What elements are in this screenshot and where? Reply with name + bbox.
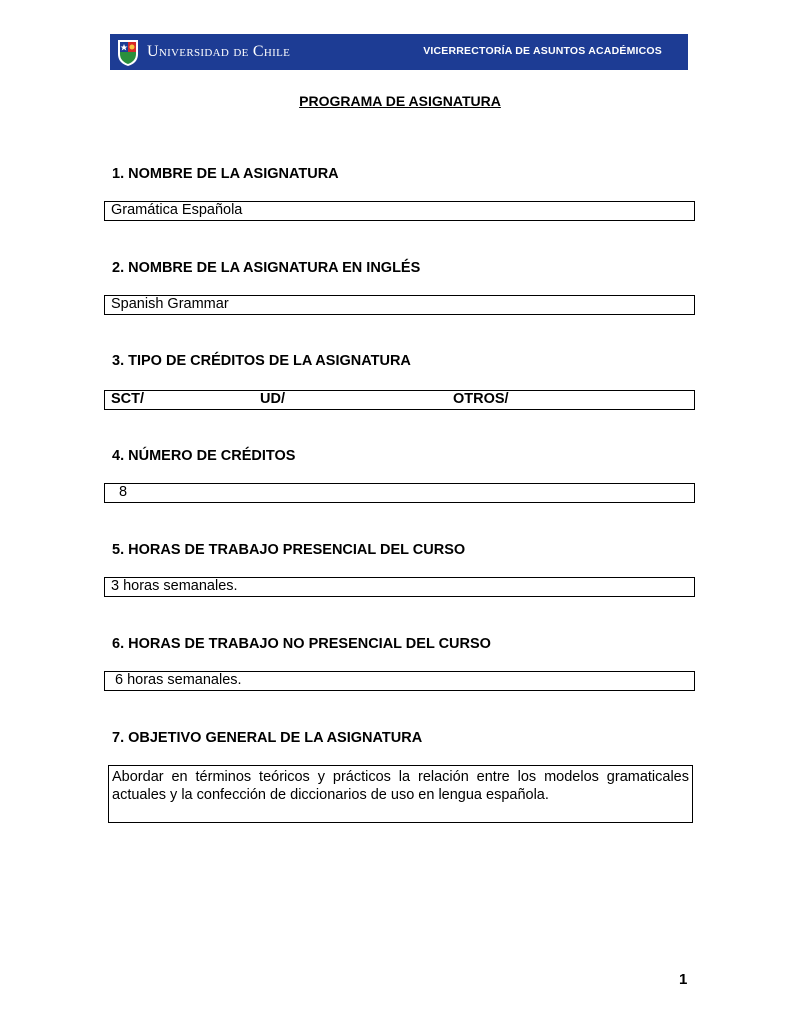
- header-banner: [110, 34, 688, 70]
- university-crest-icon: [115, 37, 141, 67]
- document-title: PROGRAMA DE ASIGNATURA: [299, 93, 501, 109]
- presential-hours-field: 3 horas semanales.: [104, 577, 695, 597]
- ud-label: UD/: [260, 391, 285, 407]
- sct-label: SCT/: [111, 391, 145, 407]
- page-number: 1: [679, 971, 688, 988]
- section-3-heading: 3. TIPO DE CRÉDITOS DE LA ASIGNATURA: [112, 353, 411, 369]
- non-presential-hours-field: 6 horas semanales.: [104, 671, 695, 691]
- credit-types-field: [104, 390, 695, 410]
- section-5-heading: 5. HORAS DE TRABAJO PRESENCIAL DEL CURSO: [112, 542, 466, 558]
- section-7-heading: 7. OBJETIVO GENERAL DE LA ASIGNATURA: [112, 730, 423, 746]
- department-name: VICERRECTORÍA DE ASUNTOS ACADÉMICOS: [423, 45, 662, 57]
- otros-label: OTROS/: [453, 391, 509, 407]
- course-name-english-field: Spanish Grammar: [104, 295, 695, 315]
- general-objective-field: Abordar en términos teóricos y prácticos la relación entre los modelos gramaticales actuales y la confección de diccionarios de uso en lengua española.: [108, 765, 693, 823]
- section-2-heading: 2. NOMBRE DE LA ASIGNATURA EN INGLÉS: [112, 260, 421, 276]
- course-name-field: Gramática Española: [104, 201, 695, 221]
- section-4-heading: 4. NÚMERO DE CRÉDITOS: [112, 448, 296, 464]
- section-1-heading: 1. NOMBRE DE LA ASIGNATURA: [112, 166, 339, 182]
- section-6-heading: 6. HORAS DE TRABAJO NO PRESENCIAL DEL CURSO: [112, 636, 491, 652]
- credits-number-field: 8: [104, 483, 695, 503]
- university-name: Universidad de Chile: [147, 43, 291, 60]
